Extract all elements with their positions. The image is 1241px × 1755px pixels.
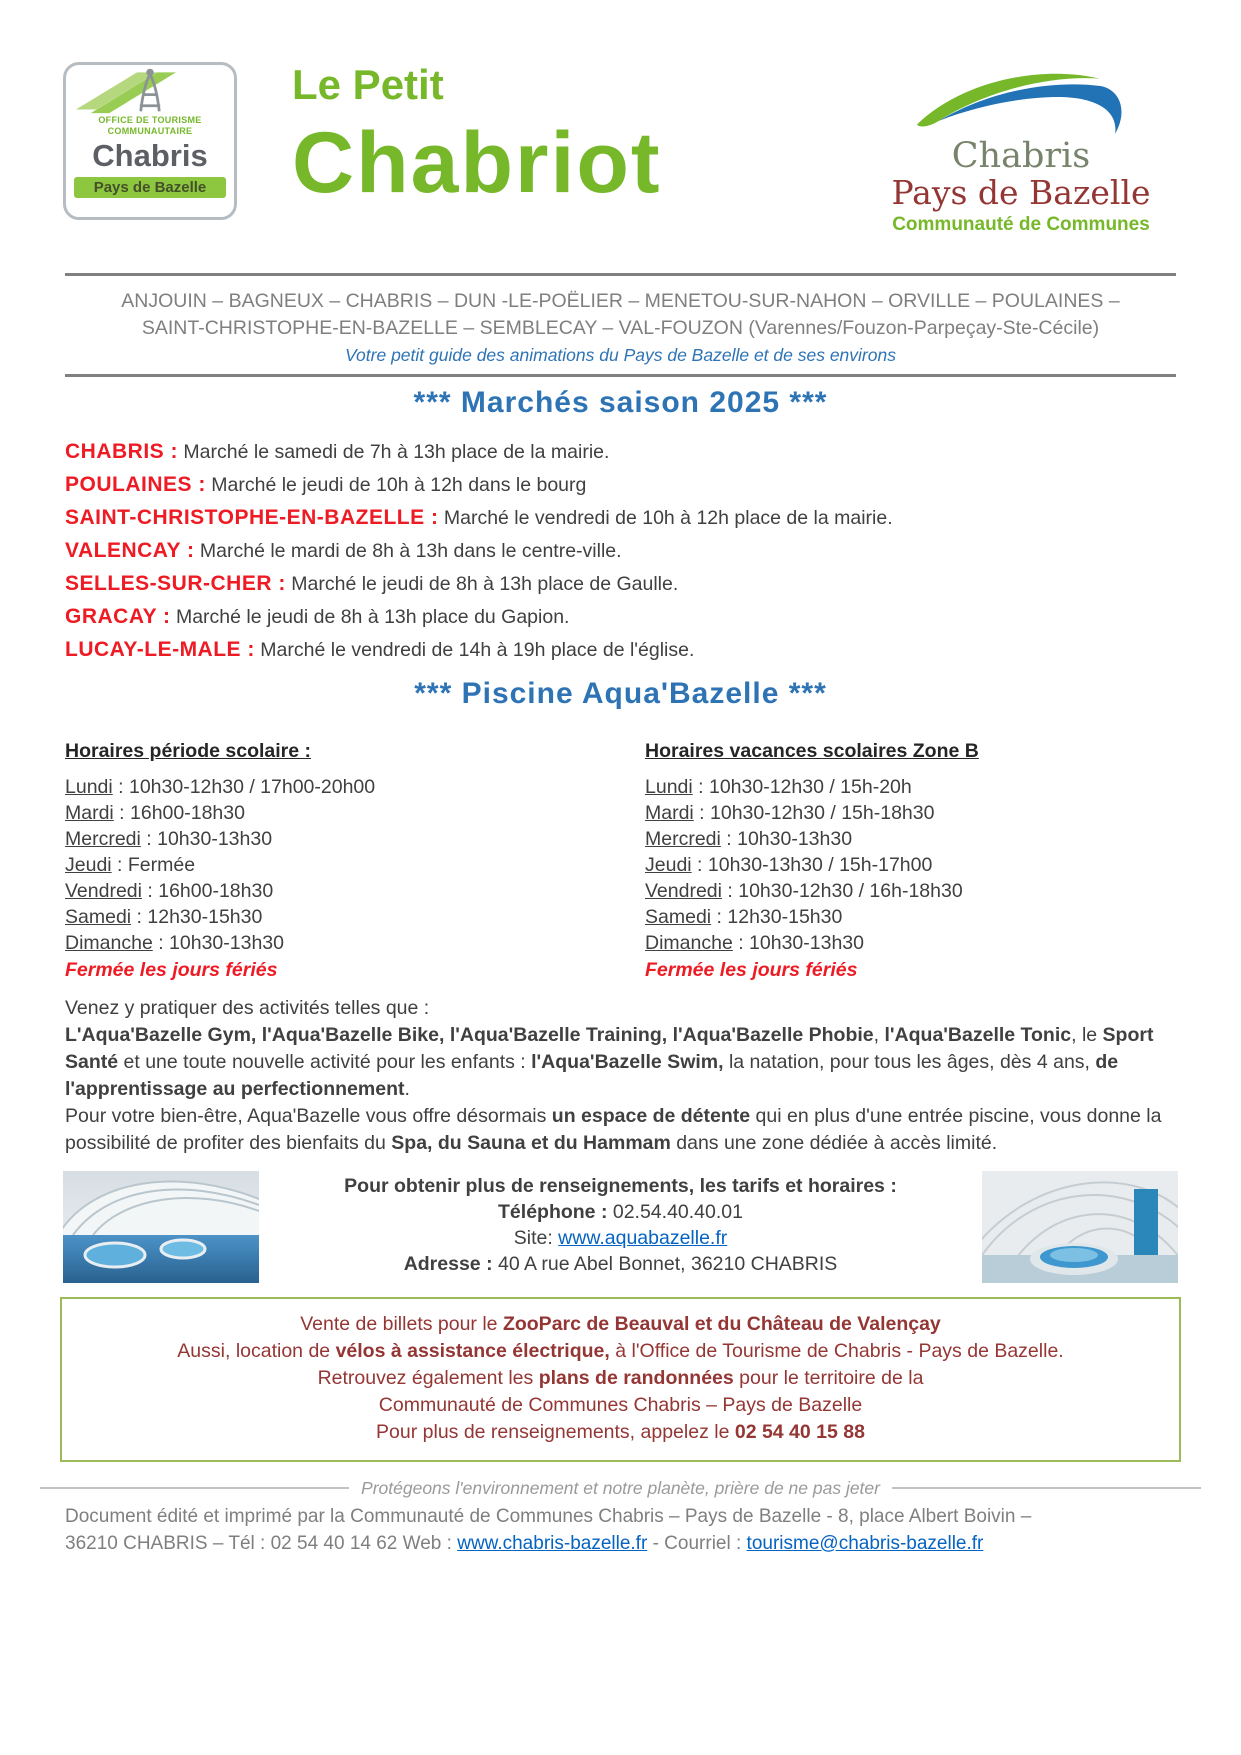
text-segment: et une toute nouvelle activité pour les enfants : — [118, 1050, 532, 1073]
schedule-row — [645, 878, 1176, 904]
tower-icon — [66, 65, 234, 115]
contact-address-line — [271, 1251, 970, 1277]
text-segment: pour le territoire de la — [733, 1366, 924, 1389]
text-segment: ZooParc de Beauval et du Château de Valençay — [502, 1312, 941, 1335]
schedule-day: Lundi — [645, 775, 693, 798]
footer-divider-line — [892, 1487, 1201, 1489]
schedule-row — [65, 878, 645, 904]
schedule-hours: : Fermée — [111, 853, 196, 876]
info-box-line: Communauté de Communes Chabris – Pays de Bazelle — [378, 1393, 863, 1416]
pool-activities — [65, 995, 1176, 1157]
text-segment: Sport Santé — [65, 1023, 1154, 1073]
contact-phone-line — [271, 1199, 970, 1225]
closed-holidays-note: Fermée les jours fériés — [65, 958, 278, 981]
footer-line2 — [65, 1530, 1176, 1557]
market-desc: Marché le jeudi de 8h à 13h place de Gaulle. — [285, 572, 679, 595]
text-segment: Aussi, location de — [177, 1339, 336, 1362]
activities-paragraph — [65, 1022, 1176, 1103]
schedule-hours: : 10h30-13h30 — [140, 827, 273, 850]
pool-contact-info — [259, 1171, 982, 1277]
phone-label: Téléphone : — [498, 1200, 608, 1223]
wellness-paragraph — [65, 1103, 1176, 1157]
text-segment: Spa, du Sauna et du Hammam — [391, 1131, 671, 1154]
contact-site-line — [271, 1225, 970, 1251]
schedule-hours: : 10h30-13h30 — [152, 931, 284, 954]
schedule-hours: : 10h30-13h30 — [732, 931, 864, 954]
schedule-hours: : 10h30-12h30 / 15h-18h30 — [693, 801, 935, 824]
text-segment: 36210 CHABRIS – Tél : 02 54 40 14 62 Web : — [65, 1532, 458, 1554]
schedule-hours: : 10h30-12h30 / 17h00-20h00 — [112, 775, 376, 798]
schedule-row — [65, 930, 645, 956]
schedule-day: Mardi — [645, 801, 694, 824]
text-segment: l'Aqua'Bazelle Swim, — [531, 1050, 724, 1073]
schedule-hours: : 16h00-18h30 — [141, 879, 274, 902]
info-box-line — [86, 1311, 1155, 1338]
schedule-hours: : 10h30-13h30 — [720, 827, 853, 850]
schedule-hours: : 10h30-12h30 / 16h-18h30 — [721, 879, 963, 902]
market-town: CHABRIS : — [65, 439, 178, 463]
info-box-line — [86, 1338, 1155, 1365]
chabris-bazelle-website-link[interactable]: www.chabris-bazelle.fr — [457, 1532, 648, 1554]
footer-divider-line — [40, 1487, 349, 1489]
eco-note-row — [40, 1478, 1201, 1499]
market-row — [65, 472, 1176, 499]
schedule-row — [645, 930, 1176, 956]
footer-line1: Document édité et imprimé par la Communauté de Communes Chabris – Pays de Bazelle - 8, place Albert Boivin – — [65, 1505, 1032, 1527]
office-type-line2: COMMUNAUTAIRE — [107, 126, 193, 137]
schedule-day: Jeudi — [65, 853, 112, 876]
schedule-day: Mercredi — [645, 827, 721, 850]
market-desc: Marché le jeudi de 8h à 13h place du Gapion. — [170, 605, 570, 628]
office-type-label — [66, 115, 234, 138]
schedule-hours: : 12h30-15h30 — [711, 905, 843, 928]
schedule-row — [65, 904, 645, 930]
address-value: 40 A rue Abel Bonnet, 36210 CHABRIS — [492, 1252, 838, 1275]
info-box-line — [86, 1365, 1155, 1392]
schedule-day: Jeudi — [645, 853, 692, 876]
markets-list — [65, 439, 1176, 664]
guide-tagline: Votre petit guide des animations du Pays de Bazelle et de ses environs — [345, 344, 896, 365]
schedule-row — [645, 904, 1176, 930]
market-row — [65, 538, 1176, 565]
market-desc: Marché le jeudi de 10h à 12h dans le bourg — [205, 473, 587, 496]
pool-schedules — [65, 738, 1176, 983]
text-segment: à l'Office de Tourisme de Chabris - Pays de Bazelle. — [609, 1339, 1064, 1362]
schedule-row — [645, 826, 1176, 852]
text-segment: Retrouvez également les — [317, 1366, 539, 1389]
tourism-email-link[interactable]: tourisme@chabris-bazelle.fr — [746, 1532, 984, 1554]
market-desc: Marché le vendredi de 14h à 19h place de l'église. — [254, 638, 695, 661]
community-name: Chabris — [951, 136, 1091, 176]
text-segment: 02 54 40 15 88 — [734, 1420, 865, 1443]
community-region: Pays de Bazelle — [891, 172, 1151, 212]
market-row — [65, 439, 1176, 466]
schedule-hours: : 10h30-12h30 / 15h-20h — [692, 775, 912, 798]
schedule-row — [65, 826, 645, 852]
activities-intro: Venez y pratiquer des activités telles que : — [65, 996, 430, 1019]
text-segment: Pour plus de renseignements, appelez le — [376, 1420, 735, 1443]
tickets-info-box — [60, 1297, 1181, 1462]
markets-section-title: *** Marchés saison 2025 *** — [413, 385, 828, 419]
text-segment: dans une zone dédiée à accès limité. — [670, 1131, 998, 1154]
market-town: VALENCAY : — [65, 538, 195, 562]
schedule-day: Vendredi — [65, 879, 142, 902]
market-town: LUCAY-LE-MALE : — [65, 637, 255, 661]
title-small: Le Petit — [292, 61, 444, 108]
market-desc: Marché le samedi de 7h à 13h place de la mairie. — [178, 440, 610, 463]
schedule-day: Dimanche — [645, 931, 733, 954]
aquabazelle-website-link[interactable]: www.aquabazelle.fr — [558, 1226, 728, 1249]
text-segment: , le — [1071, 1023, 1103, 1046]
community-type: Communauté de Communes — [892, 214, 1150, 236]
text-segment: - Courriel : — [647, 1532, 747, 1554]
schedule-hours: : 10h30-13h30 / 15h-17h00 — [691, 853, 933, 876]
schedule-hours: : 16h00-18h30 — [113, 801, 245, 824]
schedule-row — [645, 774, 1176, 800]
schedule-row — [645, 852, 1176, 878]
school-schedule — [65, 738, 645, 983]
market-town: GRACAY : — [65, 604, 171, 628]
text-segment: l'Aqua'Bazelle Tonic — [884, 1023, 1072, 1046]
market-town: SELLES-SUR-CHER : — [65, 571, 286, 595]
schedule-row — [65, 852, 645, 878]
spa-photo — [982, 1171, 1178, 1283]
pool-photo — [63, 1171, 259, 1283]
schedule-row — [65, 800, 645, 826]
text-segment: qui en plus d'une entrée piscine, vous donne la possibilité de profiter des bienfaits du — [65, 1104, 1162, 1154]
swoosh-icon — [909, 64, 1134, 142]
market-town: POULAINES : — [65, 472, 206, 496]
school-schedule-heading: Horaires période scolaire : — [65, 739, 312, 762]
text-segment: plans de randonnées — [538, 1366, 734, 1389]
text-segment: L'Aqua'Bazelle Gym, l'Aqua'Bazelle Bike, l'Aqua'Bazelle Training, l'Aqua'Bazelle Phobie — [65, 1023, 874, 1046]
market-row — [65, 637, 1176, 664]
towns-line2: SAINT-CHRISTOPHE-EN-BAZELLE – SEMBLECAY – VAL-FOUZON (Varennes/Fouzon-Parpeçay-Ste-Cécile) — [141, 316, 1100, 339]
header-divider — [65, 273, 1176, 276]
market-desc: Marché le mardi de 8h à 13h dans le centre-ville. — [194, 539, 622, 562]
eco-note: Protégeons l'environnement et notre planète, prière de ne pas jeter — [361, 1477, 880, 1498]
title-large: Chabriot — [292, 115, 662, 211]
holiday-schedule — [645, 738, 1176, 983]
pool-section-title: *** Piscine Aqua'Bazelle *** — [414, 676, 827, 710]
schedule-day: Samedi — [65, 905, 132, 928]
text-segment: . — [404, 1077, 410, 1100]
text-segment: vélos à assistance électrique, — [335, 1339, 610, 1362]
site-label: Site: — [513, 1226, 559, 1249]
office-type-line1: OFFICE DE TOURISME — [98, 115, 202, 125]
text-segment: Vente de billets pour le — [300, 1312, 503, 1335]
info-box-line — [86, 1419, 1155, 1446]
schedule-day: Mercredi — [65, 827, 141, 850]
market-row — [65, 571, 1176, 598]
text-segment: , — [873, 1023, 885, 1046]
text-segment: Pour votre bien-être, Aqua'Bazelle vous offre désormais — [65, 1104, 552, 1127]
market-row — [65, 505, 1176, 532]
schedule-day: Mardi — [65, 801, 114, 824]
tourism-office-logo — [63, 62, 237, 220]
schedule-row — [645, 800, 1176, 826]
closed-holidays-note: Fermée les jours fériés — [645, 958, 858, 981]
schedule-hours: : 12h30-15h30 — [131, 905, 263, 928]
market-row — [65, 604, 1176, 631]
newsletter-title — [237, 61, 871, 211]
address-label: Adresse : — [403, 1252, 493, 1275]
market-desc: Marché le vendredi de 10h à 12h place de la mairie. — [438, 506, 893, 529]
pool-contact-row — [63, 1171, 1178, 1283]
towns-list — [0, 288, 1241, 342]
schedule-day: Vendredi — [645, 879, 722, 902]
text-segment: la natation, pour tous les âges, dès 4 ans, — [723, 1050, 1096, 1073]
intro-divider — [65, 374, 1176, 377]
schedule-day: Lundi — [65, 775, 113, 798]
phone-value: 02.54.40.40.01 — [607, 1200, 743, 1223]
contact-heading: Pour obtenir plus de renseignements, les tarifs et horaires : — [344, 1174, 897, 1197]
schedule-day: Dimanche — [65, 931, 153, 954]
market-town: SAINT-CHRISTOPHE-EN-BAZELLE : — [65, 505, 439, 529]
text-segment: de l'apprentissage au perfectionnement — [65, 1050, 1119, 1100]
schedule-row — [65, 774, 645, 800]
schedule-day: Samedi — [645, 905, 712, 928]
holiday-schedule-heading: Horaires vacances scolaires Zone B — [645, 739, 979, 762]
towns-line1: ANJOUIN – BAGNEUX – CHABRIS – DUN -LE-POËLIER – MENETOU-SUR-NAHON – ORVILLE – POULAINES – — [121, 290, 1120, 312]
text-segment: un espace de détente — [551, 1104, 751, 1127]
footer-text — [65, 1503, 1176, 1557]
header — [0, 0, 1241, 267]
logo-region-band: Pays de Bazelle — [74, 177, 226, 198]
logo-town-name: Chabris — [92, 137, 208, 173]
community-logo — [871, 62, 1171, 236]
